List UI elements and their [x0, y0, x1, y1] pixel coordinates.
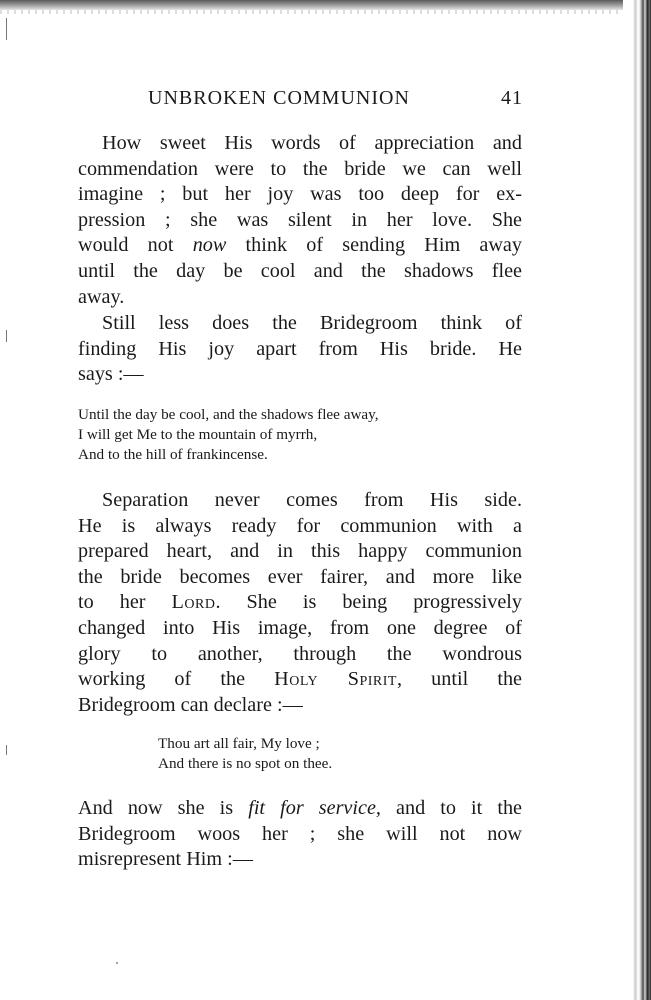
text-line: glory to another, through the wondrous [78, 642, 522, 665]
text-line: until the day be cool and the shadows flee [78, 259, 522, 282]
paragraph-3 [78, 488, 522, 718]
text-segment: and to it the [380, 797, 522, 819]
page-speck [116, 962, 118, 964]
text-segment: . She is being progressively [215, 591, 522, 614]
text-line: Still less does the Bridegroom think of [102, 312, 522, 334]
page-left-mark [6, 745, 7, 755]
quote-line: Until the day be cool, and the shadows flee away, [78, 406, 379, 423]
quote-2 [158, 734, 458, 774]
text-segment: would not [78, 234, 193, 257]
text-line [78, 667, 522, 693]
text-line: the bride becomes ever fairer, and more like [78, 565, 522, 588]
text-line: He is always ready for communion with a [78, 514, 522, 537]
text-line: Separation never comes from His side. [102, 489, 522, 511]
page-right-edge [623, 0, 651, 1000]
text-line: imagine ; but her joy was too deep for ex- [78, 183, 522, 206]
text-line: Bridegroom can declare :— [78, 693, 303, 716]
text-segment: , until the [397, 668, 522, 691]
text-segment: And now she is [78, 797, 249, 819]
paragraph-4 [78, 796, 522, 873]
quote-line: Thou art all fair, My love ; [158, 735, 320, 752]
running-title: UNBROKEN COMMUNION [148, 87, 410, 109]
small-caps-holy-spirit: Holy Spirit [274, 668, 397, 691]
text-line: commendation were to the bride we can well [78, 157, 522, 180]
text-segment: to her [78, 591, 172, 614]
text-line [78, 590, 522, 616]
running-header [148, 87, 523, 115]
paragraph-2 [78, 311, 522, 388]
text-line: Bridegroom woos her ; she will not now [78, 822, 522, 845]
text-line: How sweet His words of appreciation and [102, 132, 522, 154]
text-line: finding His joy apart from His bride. He [78, 337, 522, 360]
quote-line: I will get Me to the mountain of myrrh, [78, 426, 318, 443]
text-line: pression ; she was silent in her love. She [78, 208, 522, 231]
quote-1 [78, 405, 522, 465]
text-line: says :— [78, 363, 144, 386]
text-line: prepared heart, and in this happy communion [78, 540, 522, 563]
text-line: away. [78, 285, 125, 308]
page-number: 41 [501, 87, 523, 109]
page-left-mark [6, 18, 7, 40]
page-top-edge [0, 0, 651, 10]
text-line [78, 796, 522, 822]
page-left-mark [6, 330, 7, 342]
quote-line: And to the hill of frankincense. [78, 446, 268, 463]
paragraph-1 [78, 131, 522, 310]
text-segment: working of the [78, 668, 275, 691]
text-segment: think of sending Him away [226, 234, 522, 257]
text-line: misrepresent Him :— [78, 848, 253, 871]
page-top-speckle [0, 10, 651, 14]
text-line: changed into His image, from one degree of [78, 616, 522, 639]
small-caps-lord: Lord [171, 591, 216, 614]
text-line [78, 233, 522, 259]
emphasis: now [192, 234, 227, 257]
emphasis: fit for service, [248, 797, 381, 819]
quote-line: And there is no spot on thee. [158, 755, 333, 772]
